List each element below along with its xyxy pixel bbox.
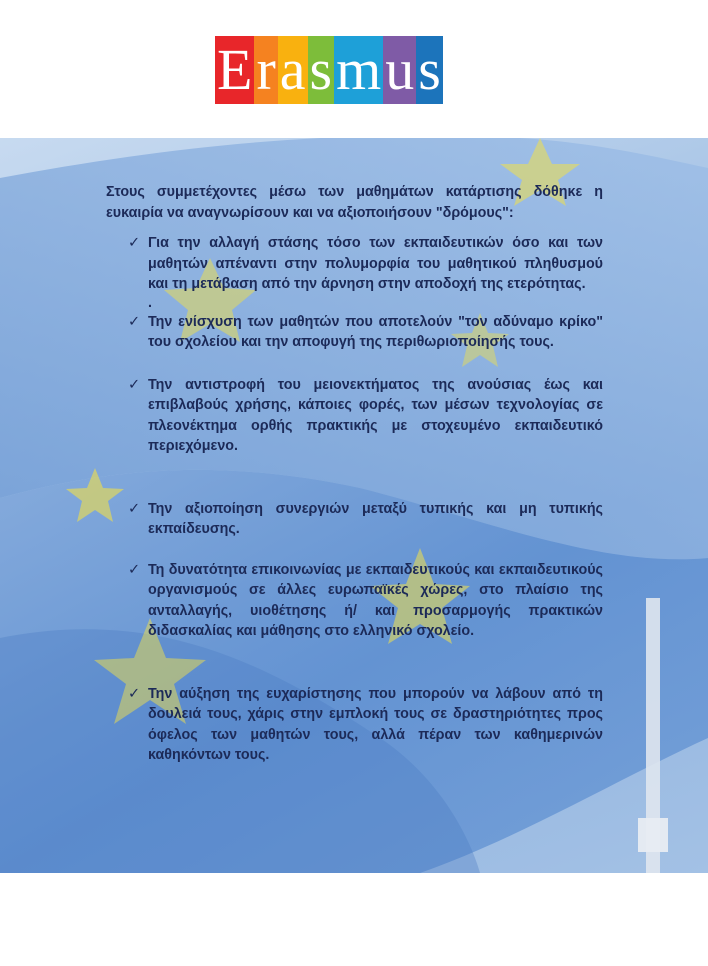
list-item-text: Την αξιοποίηση συνεργιών μεταξύ τυπικής και μη τυπικής εκπαίδευσης. [148, 500, 603, 537]
list-item-text: Την αύξηση της ευχαρίστησης που μπορούν να λάβουν από τη δουλειά τους, χάρις στην εμπλοκή τους σε δραστηριότητες προς όφελος των μαθητών τους, αλλά πέραν των καθημερινών καθηκόντων τους. [148, 685, 603, 763]
logo-letter-u: u [385, 37, 415, 102]
intro-paragraph: Στους συμμετέχοντες μέσω των μαθημάτων κατάρτισης δόθηκε η ευκαιρία να αναγνωρίσουν και να αξιοποιήσουν "δρόμους": [106, 184, 603, 221]
checkmark-icon: ✓ [128, 313, 140, 330]
checkmark-icon: ✓ [128, 685, 140, 702]
list-item [106, 233, 603, 295]
list-item [106, 499, 603, 540]
outcomes-list [106, 233, 603, 766]
flagpole-clamp [638, 818, 668, 852]
logo-letter-s: s [309, 37, 333, 102]
erasmus-logo [215, 36, 443, 104]
checkmark-icon: ✓ [128, 235, 140, 251]
stray-mark [106, 295, 603, 311]
checkmark-icon: ✓ [128, 561, 140, 578]
stray-dot: . [148, 294, 152, 311]
logo-letter-m: m [336, 37, 382, 102]
list-item [106, 684, 603, 766]
list-item-text: Τη δυνατότητα επικοινωνίας με εκπαιδευτικούς και εκπαιδευτικούς οργανισμούς σε άλλες ευρωπαϊκές χώρες, στο πλαίσιο της ανταλλαγής, υιοθέτησης ή/ και προσαρμογής πρακτικών διδασκαλίας και μάθησης στο ελληνικό σχολείο. [148, 561, 603, 639]
list-item-text: Την αντιστροφή του μειονεκτήματος της ανούσιας έως και επιβλαβούς χρήσης, κάποιες φορές, των μέσων τεχνολογίας σε πλεονέκτημα ορθής πρακτικής με στοχευμένο εκπαιδευτικό περιεχόμενο. [148, 376, 603, 454]
eu-flag-background [0, 138, 708, 873]
list-item-text: Την ενίσχυση των μαθητών που αποτελούν "τον αδύναμο κρίκο" του σχολείου και την αποφυγή της περιθωριοποίησής τους. [148, 313, 603, 350]
list-item [106, 560, 603, 642]
logo-letter-a: a [279, 37, 306, 102]
logo-letter-r: r [256, 37, 276, 102]
list-item-text: Για την αλλαγή στάσης τόσο των εκπαιδευτικών όσο και των μαθητών απέναντι στην πολυμορφία του μαθητικού πληθυσμού και τη μετάβαση από την άρνηση στην αποδοχή της ετερότητας. [148, 235, 603, 292]
checkmark-icon: ✓ [128, 500, 140, 517]
logo-letter-e: E [217, 37, 253, 102]
training-outcomes-text [106, 182, 603, 766]
list-item [106, 312, 603, 353]
list-item [106, 375, 603, 457]
checkmark-icon: ✓ [128, 376, 140, 393]
logo-letter-s2: s [418, 37, 441, 102]
